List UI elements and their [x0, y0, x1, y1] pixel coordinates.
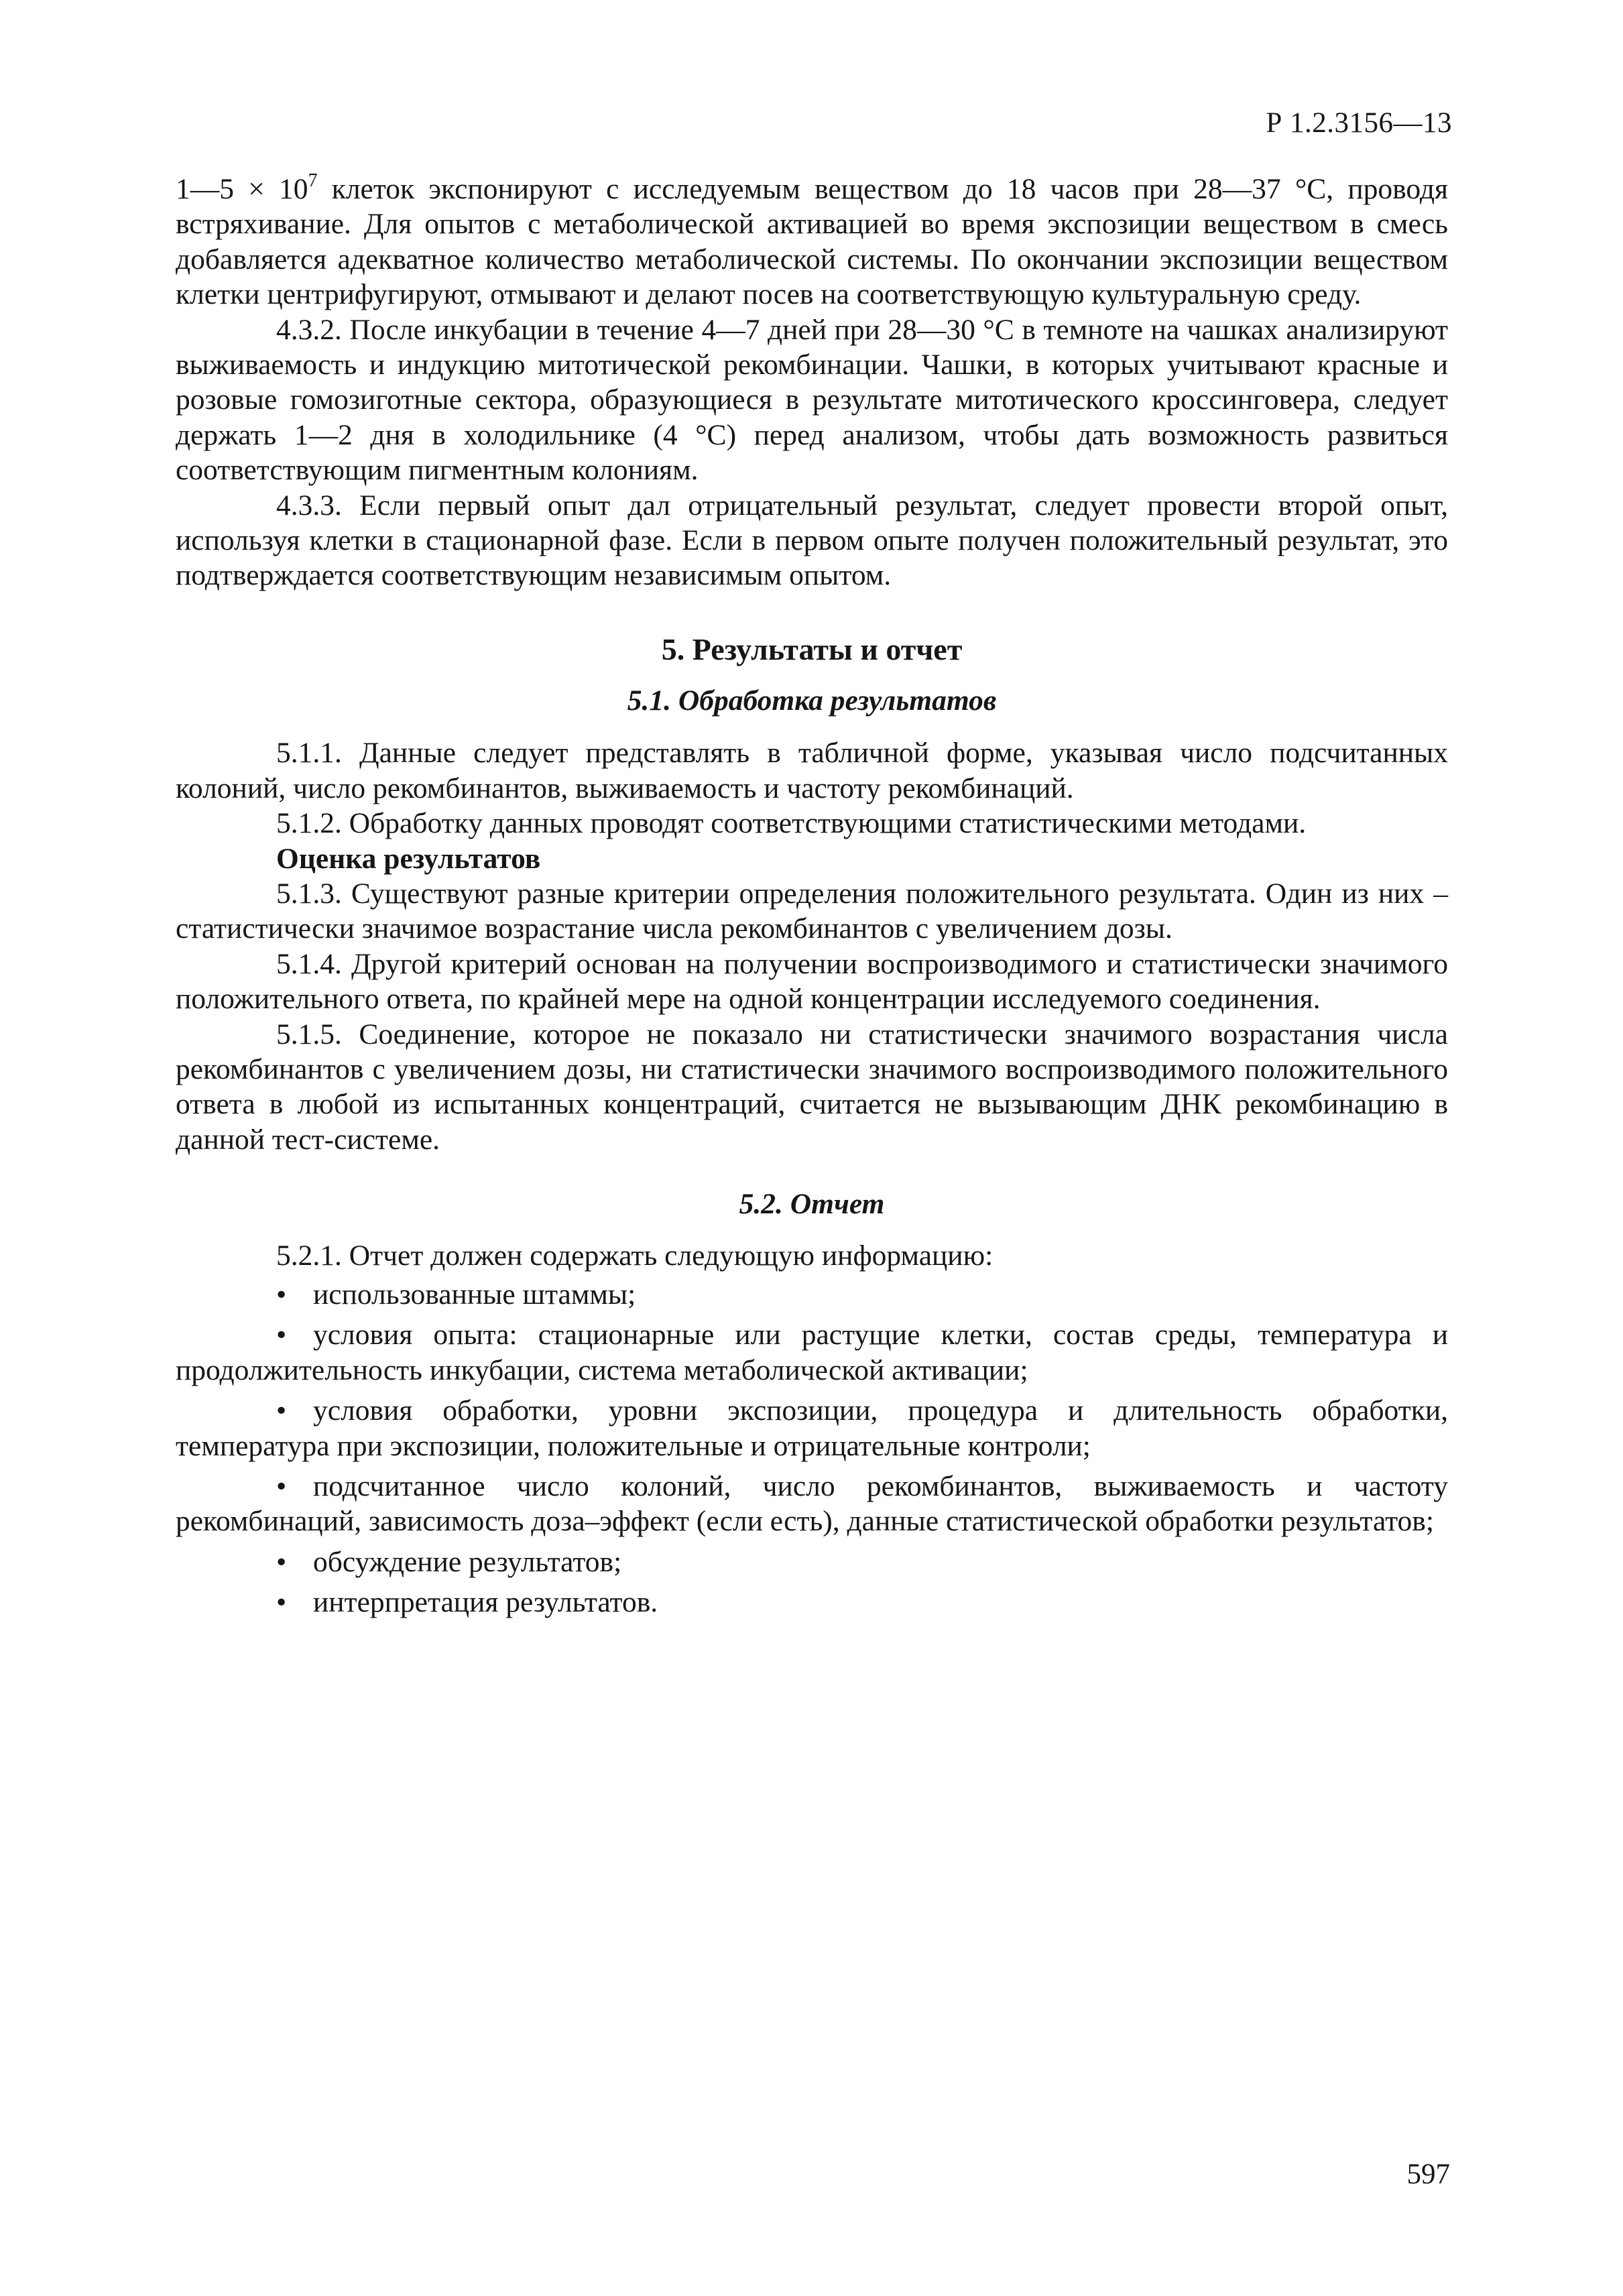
paragraph-5-1-2: 5.1.2. Обработку данных проводят соответствующими статистическими методами.: [276, 807, 1307, 840]
list-item: [176, 1277, 1448, 1312]
page-number: 597: [1406, 2159, 1450, 2190]
list-item-text: подсчитанное число колоний, число рекомбинантов, выживаемость и частоту рекомбинаций, зависимость доза–эффект (если есть), данные статистической обработки результатов;: [176, 1470, 1448, 1538]
document-body: [176, 172, 1448, 1626]
list-item-text: использованные штаммы;: [313, 1278, 636, 1311]
list-item-text: обсуждение результатов;: [313, 1545, 622, 1578]
paragraph-5-2-1: 5.2.1. Отчет должен содержать следующую информацию:: [276, 1239, 994, 1272]
list-item: [176, 1585, 1448, 1620]
list-item: [176, 1545, 1448, 1579]
list-item: [176, 1469, 1448, 1539]
bullet-icon: •: [276, 1319, 287, 1351]
document-code-header: Р 1.2.3156—13: [1266, 107, 1452, 139]
subsection-5-2-title: 5.2. Отчет: [739, 1188, 885, 1221]
paragraph-5-1-5: 5.1.5. Соединение, которое не показало ни статистически значимого возрастания числа рекомбинантов с увеличением дозы, ни статистически значимого воспроизводимого положительного ответа в любой из испытанных концентраций, считается не вызывающим ДНК рекомбинацию в данной тест-системе.: [176, 1018, 1448, 1156]
bullet-icon: •: [276, 1470, 287, 1502]
section-5-title: 5. Результаты и отчет: [661, 631, 963, 666]
paragraph-4-3-3: 4.3.3. Если первый опыт дал отрицательный результат, следует провести второй опыт, используя клетки в стационарной фазе. Если в первом опыте получен положительный результат, это подтверждается соответствующим независимым опытом.: [176, 489, 1448, 592]
list-item-text: интерпретация результатов.: [313, 1586, 658, 1619]
intro-paragraph-text: клеток экспонируют с исследуемым веществом до 18 часов при 28—37 °С, проводя встряхивание. Для опытов с метаболической активацией во время экспозиции веществом в смесь добавляется адекватное количество метаболической системы. По окончании экспозиции веществом клетки центрифугируют, отмывают и делают посев на соответствующую культуральную среду.: [176, 173, 1448, 311]
list-item: [176, 1317, 1448, 1388]
paragraph-5-1-3: 5.1.3. Существуют разные критерии определения положительного результата. Один из них – статистически значимое возрастание числа рекомбинантов с увеличением дозы.: [176, 877, 1448, 945]
bullet-icon: •: [276, 1586, 287, 1619]
evaluation-heading: Оценка результатов: [276, 842, 541, 875]
list-item: [176, 1393, 1448, 1463]
cell-count-base: 1—5 × 10: [176, 173, 308, 205]
intro-paragraph: [176, 172, 1448, 312]
paragraph-5-1-1: 5.1.1. Данные следует представлять в табличной форме, указывая число подсчитанных колоний, число рекомбинантов, выживаемость и частоту рекомбинаций.: [176, 737, 1448, 804]
subsection-5-1-title: 5.1. Обработка результатов: [627, 684, 997, 717]
bullet-icon: •: [276, 1278, 287, 1311]
paragraph-4-3-2: 4.3.2. После инкубации в течение 4—7 дней при 28—30 °С в темноте на чашках анализируют выживаемость и индукцию митотической рекомбинации. Чашки, в которых учитывают красные и розовые гомозиготные сектора, образующиеся в результате митотического кроссинговера, следует держать 1—2 дня в холодильнике (4 °С) перед анализом, чтобы дать возможность развиться соответствующим пигментным колониям.: [176, 313, 1448, 487]
bullet-icon: •: [276, 1394, 287, 1427]
bullet-icon: •: [276, 1545, 287, 1578]
cell-count-exponent: 7: [308, 170, 318, 191]
list-item-text: условия опыта: стационарные или растущие клетки, состав среды, температура и продолжительность инкубации, система метаболической активации;: [176, 1319, 1448, 1386]
report-contents-list: [176, 1277, 1448, 1620]
paragraph-5-1-4: 5.1.4. Другой критерий основан на получении воспроизводимого и статистически значимого положительного ответа, по крайней мере на одной концентрации исследуемого соединения.: [176, 947, 1448, 1016]
list-item-text: условия обработки, уровни экспозиции, процедура и длительность обработки, температура при экспозиции, положительные и отрицательные контроли;: [176, 1394, 1448, 1462]
